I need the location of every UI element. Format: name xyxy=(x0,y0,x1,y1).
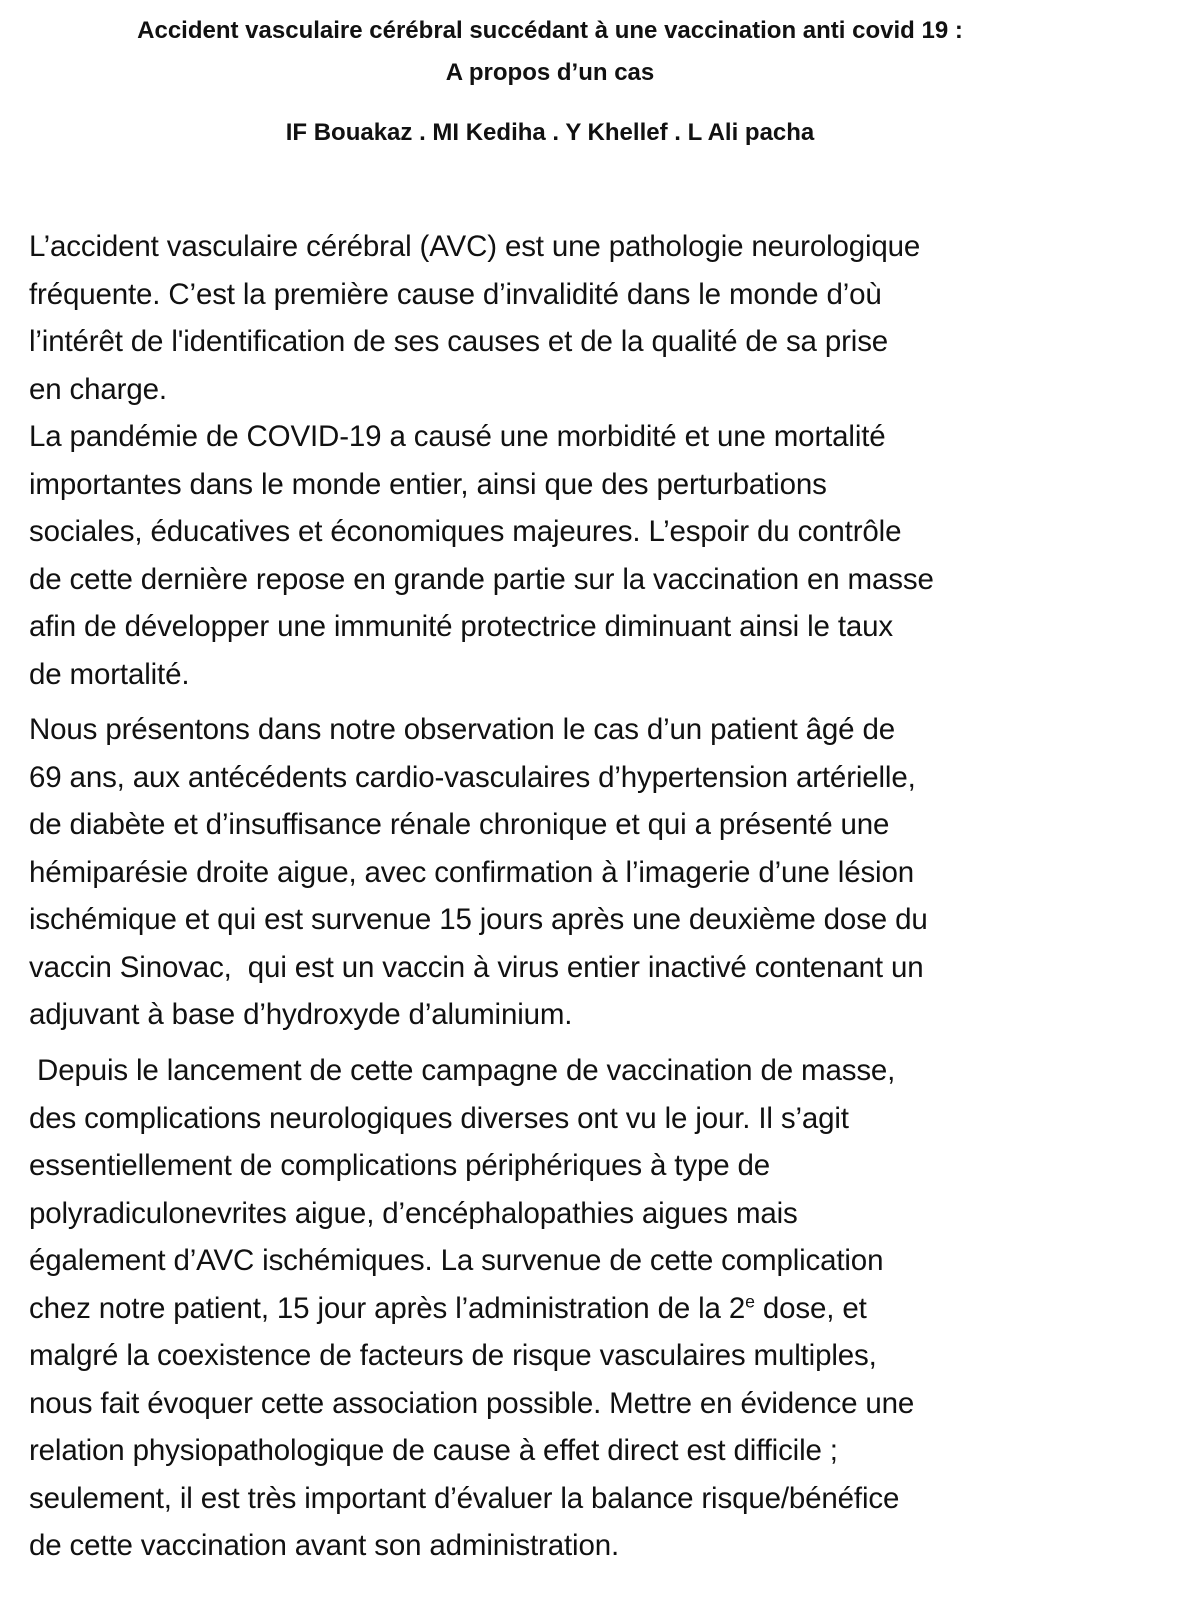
text-line: des complications neurologiques diverses ont vu le jour. Il s’agit xyxy=(29,1101,849,1135)
dose-superscript: e xyxy=(745,1290,755,1311)
text-line-dose xyxy=(29,1285,1159,1333)
text-line: fréquente. C’est la première cause d’invalidité dans le monde d’où xyxy=(29,277,882,311)
text-line: ischémique et qui est survenue 15 jours après une deuxième dose du xyxy=(29,903,928,936)
text-line: l’intérêt de l'identification de ses causes et de la qualité de sa prise xyxy=(29,325,889,358)
text-line: hémiparésie droite aigue, avec confirmation à l’imagerie d’une lésion xyxy=(29,855,914,889)
text-line: vaccin Sinovac, qui est un vaccin à virus entier inactivé contenant un xyxy=(29,950,924,984)
dose-text-before: chez notre patient, 15 jour après l’administration de la 2 xyxy=(29,1291,746,1325)
text-line: polyradiculonevrites aigue, d’encéphalopathies aigues mais xyxy=(29,1196,798,1230)
text-line: L’accident vasculaire cérébral (AVC) est une pathologie neurologique xyxy=(29,230,921,263)
paragraph-case-presentation xyxy=(29,706,1159,1039)
text-line: également d’AVC ischémiques. La survenue de cette complication xyxy=(29,1244,884,1277)
text-line: Nous présentons dans notre observation le cas d’un patient âgé de xyxy=(29,713,896,746)
text-line: de cette vaccination avant son administration. xyxy=(29,1529,619,1562)
text-line: importantes dans le monde entier, ainsi que des perturbations xyxy=(29,467,827,501)
text-line: relation physiopathologique de cause à effet direct est difficile ; xyxy=(29,1434,838,1467)
text-line: de diabète et d’insuffisance rénale chronique et qui a présenté une xyxy=(29,808,890,841)
text-line: nous fait évoquer cette association possible. Mettre en évidence une xyxy=(29,1386,915,1420)
text-line: adjuvant à base d’hydroxyde d’aluminium. xyxy=(29,998,573,1031)
text-line: sociales, éducatives et économiques majeures. L’espoir du contrôle xyxy=(29,515,902,548)
text-line: malgré la coexistence de facteurs de risque vasculaires multiples, xyxy=(29,1339,877,1372)
paragraph-introduction xyxy=(29,223,1159,698)
text-line: La pandémie de COVID-19 a causé une morbidité et une mortalité xyxy=(29,420,886,453)
text-line: en charge. xyxy=(29,372,167,406)
dose-text-after: dose, et xyxy=(754,1291,867,1325)
text-line: afin de développer une immunité protectrice diminuant ainsi le taux xyxy=(29,610,893,643)
text-line: 69 ans, aux antécédents cardio-vasculaires d’hypertension artérielle, xyxy=(29,760,916,794)
authors-line: IF Bouakaz . MI Kediha . Y Khellef . L Ali pacha xyxy=(285,119,815,146)
text-line: de mortalité. xyxy=(29,657,190,691)
document-title-line-1: Accident vasculaire cérébral succédant à une vaccination anti covid 19 : xyxy=(137,17,963,44)
text-line: essentiellement de complications périphériques à type de xyxy=(29,1149,771,1182)
text-line: seulement, il est très important d’évaluer la balance risque/bénéfice xyxy=(29,1481,900,1515)
text-line: de cette dernière repose en grande partie sur la vaccination en masse xyxy=(29,562,934,596)
document-title-line-2: A propos d’un cas xyxy=(445,59,655,86)
text-line: Depuis le lancement de cette campagne de vaccination de masse, xyxy=(29,1054,896,1087)
paragraph-discussion xyxy=(29,1047,1159,1570)
